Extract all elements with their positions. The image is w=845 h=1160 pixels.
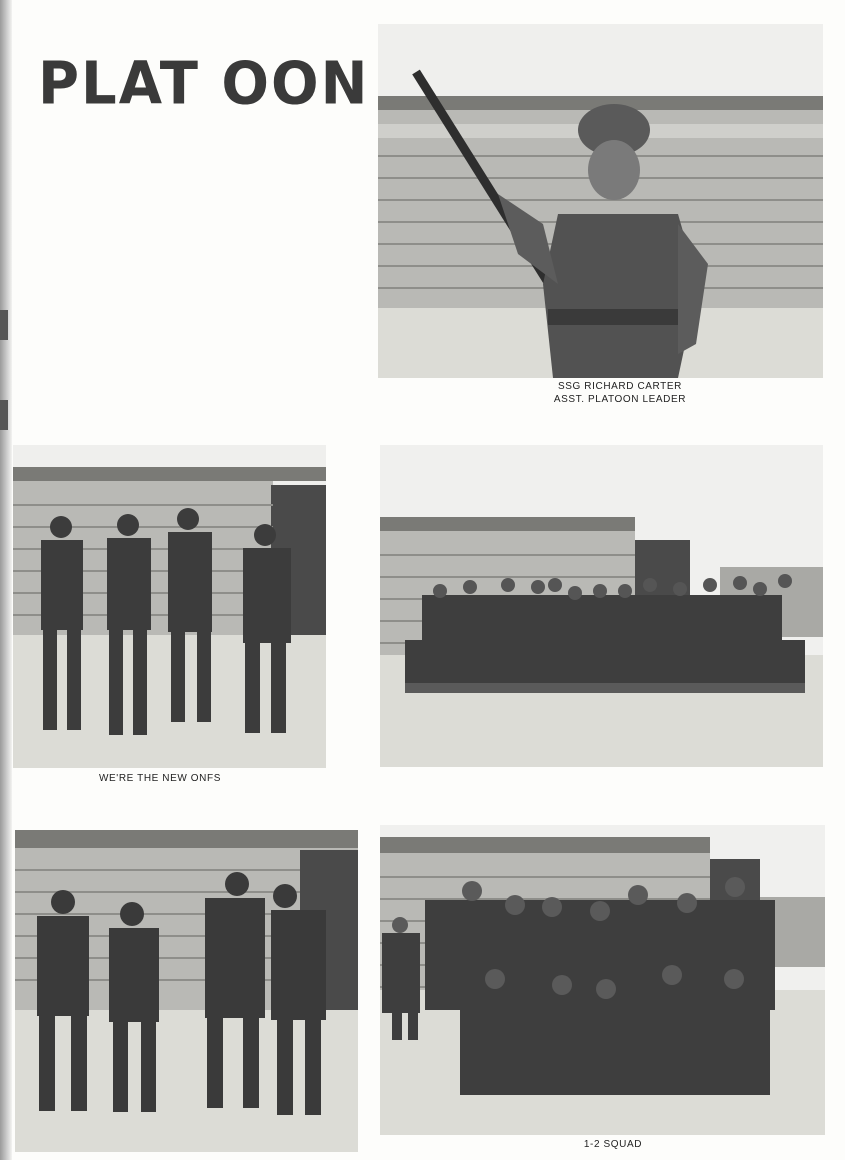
page-title: PLAT OON [38, 50, 370, 119]
binding-mark [0, 310, 8, 340]
caption-line: WE'RE THE NEW ONFS [99, 773, 221, 784]
caption-line: ASST. PLATOON LEADER [553, 394, 687, 405]
caption-line: 1-2 SQUAD [583, 1139, 643, 1150]
photo-caption [493, 1138, 733, 1151]
photo-platoon-group [380, 445, 823, 767]
photo-1-2-squad [380, 825, 825, 1135]
photo-caption [40, 772, 280, 785]
photo-soldiers-ammo-belts [15, 830, 358, 1152]
photo-caption [500, 380, 740, 406]
binding-mark [0, 400, 8, 430]
book-binding-edge [0, 0, 12, 1160]
photo-ssg-richard-carter [378, 24, 823, 378]
caption-line: SSG RICHARD CARTER [558, 381, 682, 392]
photo-four-soldiers [13, 445, 326, 768]
